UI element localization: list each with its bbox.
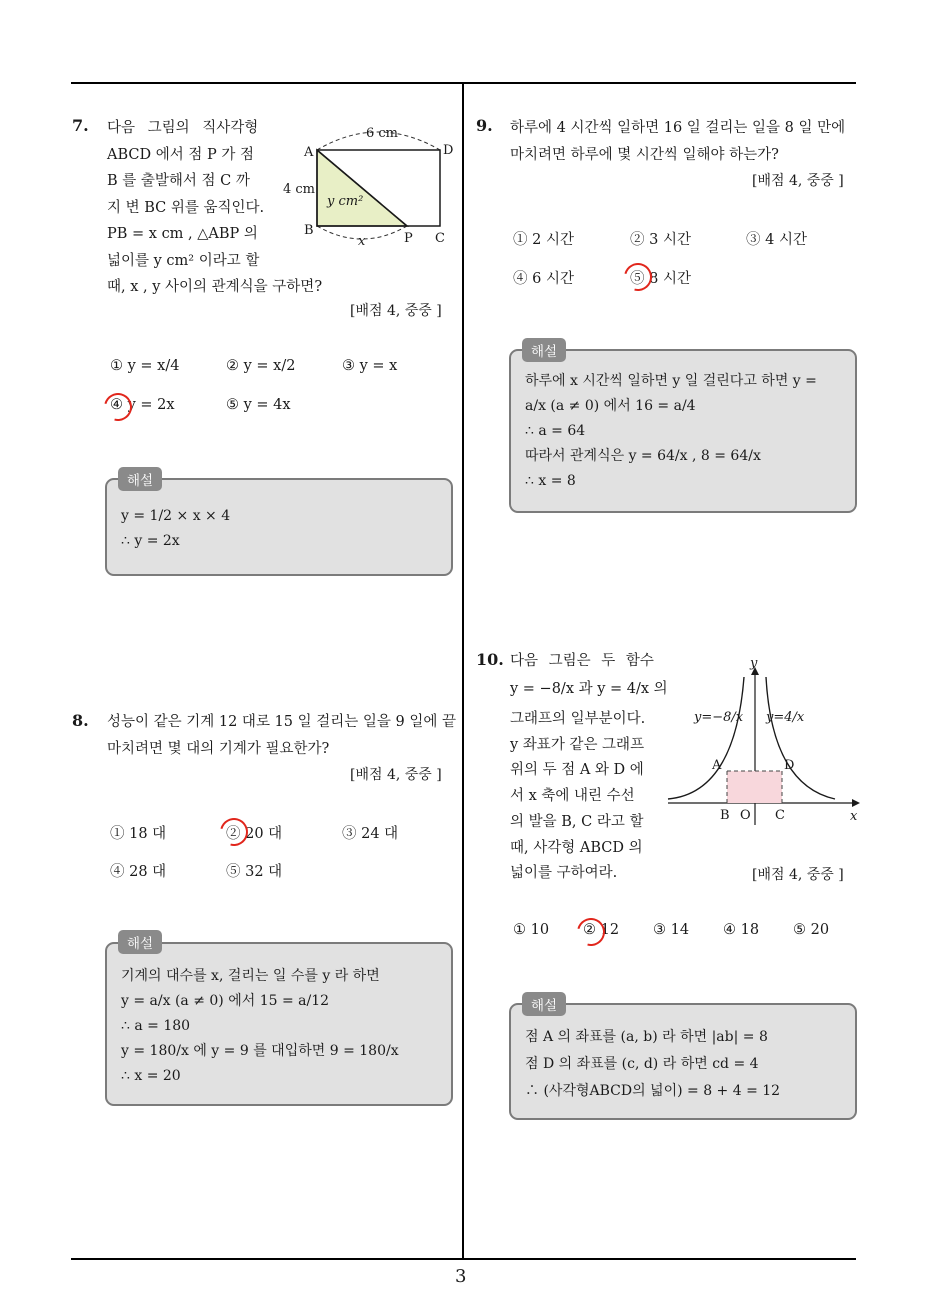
q10-solution-tag: 해설	[522, 992, 566, 1016]
q10-line-6: 서 x 축에 내린 수선	[510, 788, 635, 804]
q10-point-c: C	[775, 808, 785, 823]
q9-solution-box	[509, 349, 857, 513]
q10-solution-line-1: 점 A 의 좌표를 (a, b) 라 하면 |ab| = 8	[525, 1029, 768, 1045]
q10-line-3: 그래프의 일부분이다.	[510, 711, 646, 727]
q10-choice-4[interactable]: ④ 18	[723, 922, 760, 938]
q7-solution-box	[105, 478, 453, 576]
q7-line-6: 넓이를 y cm² 이라고 할	[107, 253, 260, 269]
q10-line-1: 다음 그림은 두 함수	[510, 653, 654, 669]
q7-line-5: PB = x cm , △ABP 의	[107, 226, 258, 242]
q10-line-7: 의 발을 B, C 라고 할	[510, 814, 644, 830]
q9-choice-4[interactable]: ④ 6 시간	[513, 271, 574, 287]
q9-number: 9.	[476, 116, 493, 135]
q7-line-7: 때, x , y 사이의 관계식을 구하면?	[107, 279, 323, 295]
q10-x-arrow	[852, 799, 860, 807]
q9-solution-tag: 해설	[522, 338, 566, 362]
q10-point-b: B	[720, 808, 730, 823]
q7-choice-1[interactable]: ① y = x/4	[110, 358, 180, 374]
q8-answer-mark	[215, 813, 253, 851]
q10-choice-2[interactable]: ② 12	[583, 922, 620, 938]
q10-answer-mark	[572, 913, 610, 951]
q9-line-2: 마치려면 하루에 몇 시간씩 일해야 하는가?	[510, 147, 779, 163]
q7-choice-4[interactable]: ④ y = 2x	[110, 397, 175, 413]
q7-point-c: C	[435, 231, 445, 246]
q10-line-5: 위의 두 점 A 와 D 에	[510, 762, 644, 778]
q7-point-a: A	[304, 145, 314, 160]
q10-line-2: y = −8/x 과 y = 4/x 의	[510, 681, 668, 697]
q7-choice-5[interactable]: ⑤ y = 4x	[226, 397, 291, 413]
page-number: 3	[455, 1266, 467, 1287]
q8-choice-5[interactable]: ⑤ 32 대	[226, 864, 283, 880]
q9-solution-line-1: 하루에 x 시간씩 일하면 y 일 걸린다고 하면 y =	[525, 373, 817, 389]
q7-solution-line-1: y = 1/2 × x × 4	[121, 508, 231, 524]
q10-line-8: 때, 사각형 ABCD 의	[510, 840, 643, 856]
q7-point-d: D	[443, 143, 454, 158]
q7-label-top: 6 cm	[366, 126, 399, 141]
q7-label-inside: y cm²	[327, 194, 364, 209]
q9-choice-2[interactable]: ② 3 시간	[630, 232, 691, 248]
q8-solution-line-4: y = 180/x 에 y = 9 를 대입하면 9 = 180/x	[121, 1043, 399, 1059]
q7-point-b: B	[304, 223, 314, 238]
q7-line-2: ABCD 에서 점 P 가 점	[107, 147, 254, 163]
bottom-rule	[71, 1258, 856, 1260]
q9-solution-line-4: 따라서 관계식은 y = 64/x , 8 = 64/x	[525, 448, 761, 464]
q7-answer-mark	[99, 388, 137, 426]
q7-number: 7.	[72, 116, 89, 135]
q10-rect-abcd	[727, 771, 782, 803]
q10-solution-line-2: 점 D 의 좌표를 (c, d) 라 하면 cd = 4	[525, 1056, 759, 1072]
q7-choice-2[interactable]: ② y = x/2	[226, 358, 296, 374]
q10-meta: [배점 4, 중중 ]	[752, 867, 844, 883]
q9-choice-3[interactable]: ③ 4 시간	[746, 232, 807, 248]
q7-label-side: 4 cm	[283, 182, 316, 197]
column-divider	[462, 84, 464, 1259]
q10-choice-1[interactable]: ① 10	[513, 922, 550, 938]
q10-graph	[660, 655, 865, 830]
q10-solution-line-3: ∴ (사각형ABCD의 넓이) = 8 + 4 = 12	[525, 1083, 781, 1099]
q7-line-4: 지 변 BC 위를 움직인다.	[107, 200, 265, 216]
q7-meta: [배점 4, 중중 ]	[350, 303, 442, 319]
q7-point-p: P	[404, 231, 413, 246]
q7-label-bottom: x	[358, 234, 366, 249]
q10-point-d: D	[784, 758, 795, 773]
q7-solution-tag: 해설	[118, 467, 162, 491]
q10-choice-3[interactable]: ③ 14	[653, 922, 690, 938]
q9-solution-line-2: a/x (a ≠ 0) 에서 16 = a/4	[525, 398, 696, 414]
q10-line-9: 넓이를 구하여라.	[510, 865, 618, 881]
q7-choice-3[interactable]: ③ y = x	[342, 358, 398, 374]
q9-meta: [배점 4, 중중 ]	[752, 173, 844, 189]
q8-solution-line-3: ∴ a = 180	[121, 1018, 191, 1034]
q9-choice-5[interactable]: ⑤ 8 시간	[630, 271, 691, 287]
q7-line-3: B 를 출발해서 점 C 까	[107, 173, 250, 189]
q8-line-1: 성능이 같은 기계 12 대로 15 일 걸리는 일을 9 일에 끝	[107, 714, 456, 730]
q8-solution-box	[105, 942, 453, 1106]
q10-label-x: x	[850, 809, 858, 824]
q9-answer-mark	[619, 258, 657, 296]
q7-figure	[280, 118, 460, 253]
q8-choice-1[interactable]: ① 18 대	[110, 826, 167, 842]
q8-choice-3[interactable]: ③ 24 대	[342, 826, 399, 842]
q10-label-left-func: y=−8/x	[694, 710, 744, 725]
q10-point-a: A	[712, 758, 722, 773]
q8-number: 8.	[72, 711, 89, 730]
q10-label-right-func: y=4/x	[766, 710, 805, 725]
q8-choice-2[interactable]: ② 20 대	[226, 826, 283, 842]
q9-line-1: 하루에 4 시간씩 일하면 16 일 걸리는 일을 8 일 만에	[510, 120, 846, 136]
q9-solution-line-3: ∴ a = 64	[525, 423, 586, 439]
q10-solution-box	[509, 1003, 857, 1120]
q8-solution-line-2: y = a/x (a ≠ 0) 에서 15 = a/12	[121, 993, 330, 1009]
q8-solution-line-5: ∴ x = 20	[121, 1068, 181, 1084]
q10-number: 10.	[476, 650, 504, 669]
q9-solution-line-5: ∴ x = 8	[525, 473, 576, 489]
q10-choice-5[interactable]: ⑤ 20	[793, 922, 830, 938]
q8-solution-tag: 해설	[118, 930, 162, 954]
q8-solution-line-1: 기계의 대수를 x, 걸리는 일 수를 y 라 하면	[121, 968, 380, 984]
q9-choice-1[interactable]: ① 2 시간	[513, 232, 574, 248]
q8-choice-4[interactable]: ④ 28 대	[110, 864, 167, 880]
q7-solution-line-2: ∴ y = 2x	[121, 533, 180, 549]
q8-meta: [배점 4, 중중 ]	[350, 767, 442, 783]
q8-line-2: 마치려면 몇 대의 기계가 필요한가?	[107, 741, 330, 757]
q7-line-1: 다음 그림의 직사각형	[107, 120, 259, 136]
q10-line-4: y 좌표가 같은 그래프	[510, 737, 645, 753]
q10-label-y: y	[750, 656, 758, 671]
q10-point-o: O	[740, 808, 751, 823]
